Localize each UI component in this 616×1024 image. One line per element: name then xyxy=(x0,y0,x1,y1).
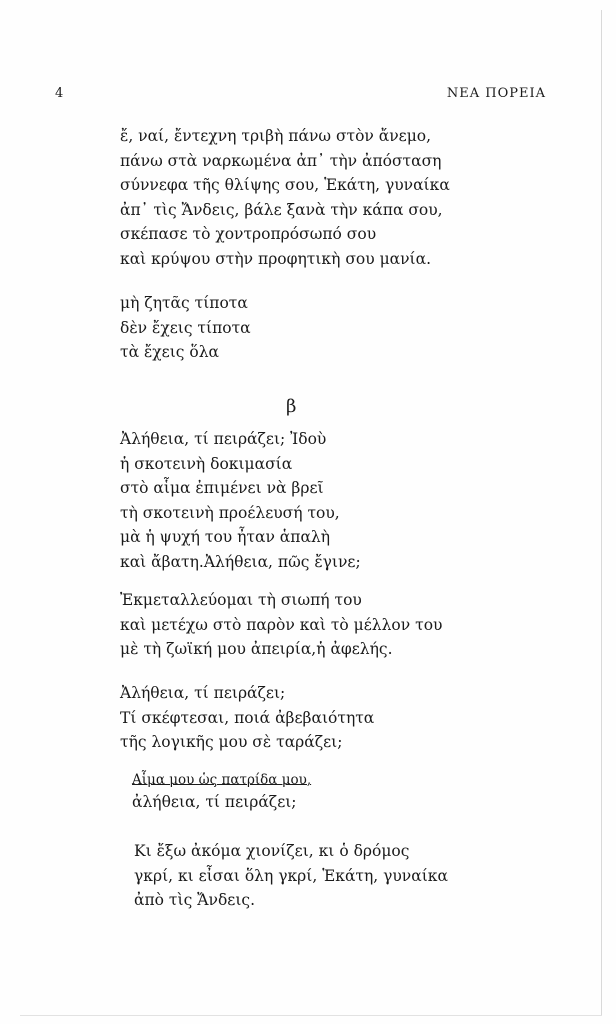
verse-line: τὰ ἔχεις ὅλα xyxy=(120,343,220,361)
verse-line: ἀπ᾽ τὶς Ἄνδεις, βάλε ξανὰ τὴν κάπα σου, xyxy=(120,200,443,219)
verse-line: καὶ ἄβατη.Ἀλήθεια, πῶς ἔγινε; xyxy=(120,552,361,571)
verse-line: Ἀλήθεια, τί πειράζει; Ἰδοὺ xyxy=(120,430,327,448)
verse-line: καὶ κρύψου στὴν προφητικὴ σου μανία. xyxy=(120,249,432,268)
verse-line: ἀπὸ τὶς Ἄνδεις. xyxy=(134,891,256,909)
stanza-1 xyxy=(120,124,450,271)
verse-line: γκρί, κι εἶσαι ὅλη γκρί, Ἑκάτη, γυναίκα xyxy=(134,866,448,885)
verse-line: τὴ σκοτεινὴ προέλευσή του, xyxy=(120,503,340,522)
running-title: ΝΕΑ ΠΟΡΕΙΑ xyxy=(446,86,546,101)
verse-line: τῆς λογικῆς μου σὲ ταράζει; xyxy=(120,733,343,751)
verse-line: δὲν ἔχεις τίποτα xyxy=(120,318,251,337)
page-number: 4 xyxy=(55,86,64,101)
verse-line: σκέπασε τὸ χοντροπρόσωπό σου xyxy=(120,225,377,243)
verse-line: Ἐκμεταλλεύομαι τὴ σιωπή του xyxy=(120,591,362,609)
page-edge-bottom xyxy=(20,1015,602,1016)
verse-line: μὰ ἡ ψυχή του ἦταν ἁπαλὴ xyxy=(120,528,331,546)
verse-line: καὶ μετέχω στὸ παρὸν καὶ τὸ μέλλον του xyxy=(120,615,443,634)
verse-line: Τί σκέφτεσαι, ποιά ἀβεβαιότητα xyxy=(120,708,375,727)
verse-line: Κι ἔξω ἀκόμα χιονίζει, κι ὁ δρόμος xyxy=(134,842,410,860)
verse-line-small: Αἷμα μου ὡς πατρίδα μου, xyxy=(132,772,312,788)
stanza-5 xyxy=(120,681,374,755)
stanza-6 xyxy=(132,770,311,815)
verse-line: στὸ αἷμα ἐπιμένει νὰ βρεῖ xyxy=(120,479,324,497)
section-mark: β xyxy=(286,396,297,417)
stanza-4 xyxy=(120,588,442,662)
verse-line: ἡ σκοτεινὴ δοκιμασία xyxy=(120,454,293,473)
verse-line: Ἀλήθεια, τί πειράζει; xyxy=(120,684,286,702)
verse-line: πάνω στὰ ναρκωμένα ἀπ᾽ τὴν ἀπόσταση xyxy=(120,151,442,170)
stanza-7 xyxy=(134,839,448,913)
verse-line: μὴ ζητᾶς τίποτα xyxy=(120,294,248,312)
stanza-2 xyxy=(120,291,251,365)
stanza-3 xyxy=(120,427,361,574)
verse-line: ἔ, ναί, ἔντεχνη τριβὴ πάνω στὸν ἄνεμο, xyxy=(120,127,432,145)
verse-line: ἀλήθεια, τί πειράζει; xyxy=(132,793,297,811)
verse-line: μὲ τὴ ζωϊκή μου ἀπειρία,ἡ ἀφελής. xyxy=(120,640,393,658)
verse-line: σύννεφα τῆς θλίψης σου, Ἑκάτη, γυναίκα xyxy=(120,176,450,194)
page-edge-right xyxy=(601,10,602,1016)
